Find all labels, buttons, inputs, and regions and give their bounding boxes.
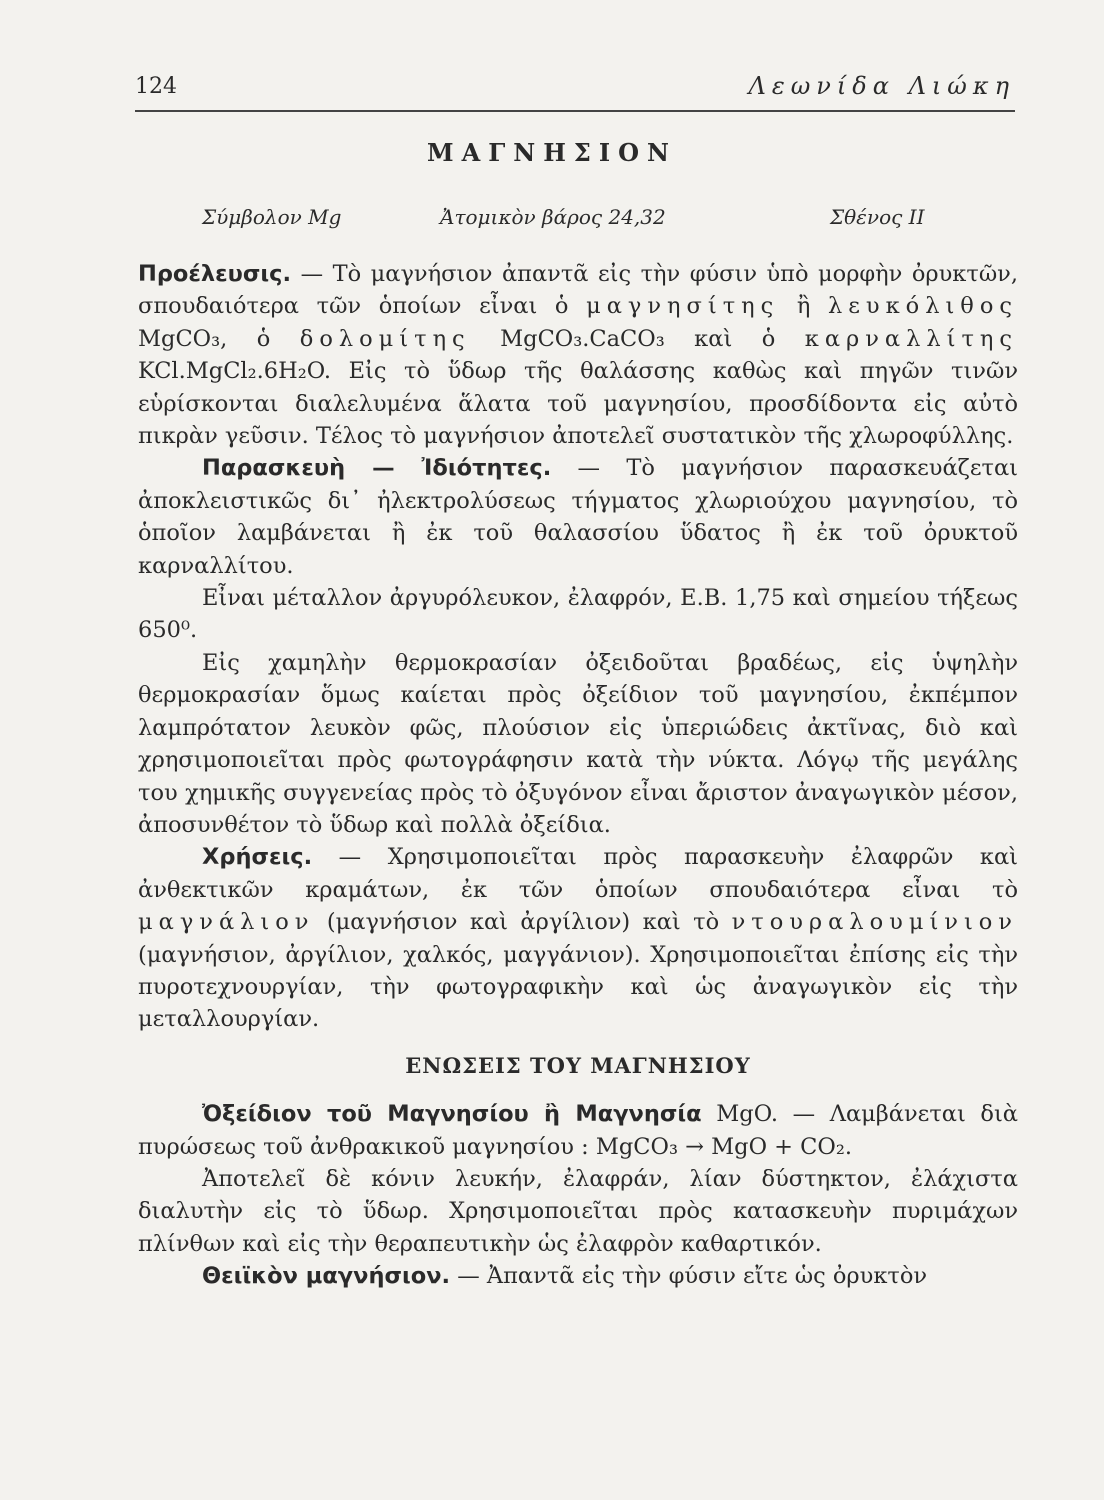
heading-uses: Χρήσεις. [202, 844, 313, 871]
text-run: KCl.MgCl₂.6H₂O. Εἰς τὸ ὕδωρ τῆς θαλάσσης καθὼς καὶ πηγῶν τινῶν εὑρίσκονται διαλελυμένα ἅλατα τοῦ μαγνησίου, προσδίδοντα εἰς αὐτὸ πικρὰν γεῦσιν. Τέλος τὸ μαγνήσιον ἀποτελεῖ συστατικὸν τῆς χλωροφύλλης. [138, 358, 1018, 450]
section-heading: ΕΝΩΣΕΙΣ ΤΟΥ ΜΑΓΝΗΣΙΟΥ [405, 1052, 751, 1078]
text-run: (μαγνήσιον, ἀργίλιον, χαλκός, μαγγάνιον). Χρησιμοποιεῖται ἐπίσης εἰς τὴν πυροτεχνουργίαν, τὴν φωτογραφικὴν καὶ ὡς ἀναγωγικὸν εἰς τὴν μεταλλουργίαν. [138, 941, 1018, 1033]
spaced-term: μαγνησίτης [586, 293, 780, 320]
paragraph-magnesia-properties: Ἀποτελεῖ δὲ κόνιν λευκήν, ἐλαφράν, λίαν δύστηκτον, ἐλάχιστα διαλυτὴν εἰς τὸ ὕδωρ. Χρησιμοποιεῖται πρὸς κατασκευὴν πυριμάχων πλίνθων καὶ εἰς τὴν θεραπευτικὴν ὡς ἐλαφρὸν καθαρτικόν. [138, 1165, 1018, 1257]
heading-sulfate: Θειϊκὸν μαγνήσιον. [202, 1263, 451, 1290]
element-symbol: Σύμβολον Mg [202, 205, 342, 229]
text-run: MgCO₃.CaCO₃ καὶ ὁ [470, 325, 805, 352]
paragraph-preparation [138, 452, 1018, 582]
spaced-term: μαγνάλιον [138, 909, 315, 936]
paragraph-magnesia [138, 1098, 1018, 1163]
spaced-term: ντουραλουμίνιον [731, 909, 1018, 936]
paragraph-sulfate [138, 1260, 1018, 1292]
paragraph-oxidation: Εἰς χαμηλὴν θερμοκρασίαν ὀξειδοῦται βραδέως, εἰς ὑψηλὴν θερμοκρασίαν ὅμως καίεται πρὸς ὀξείδιον τοῦ μαγνησίου, ἐκπέμπον λαμπρότατον λευκὸν φῶς, πλούσιον εἰς ὑπεριώδεις ἀκτῖνας, διὸ καὶ χρησιμοποιεῖται πρὸς φωτογράφησιν κατὰ τὴν νύκτα. Λόγῳ τῆς μεγάλης του χημικῆς συγγενείας πρὸς τὸ ὀξυγόνον εἶναι ἄριστον ἀναγωγικὸν μέσον, ἀποσυνθέτον τὸ ὕδωρ καὶ πολλὰ ὀξείδια. [138, 649, 1018, 838]
text-run: — Χρησιμοποιεῖται πρὸς παρασκευὴν ἐλαφρῶν καὶ ἀνθεκτικῶν κραμάτων, ἐκ τῶν ὁποίων σπουδαιότερα εἶναι τὸ [138, 844, 1018, 903]
text-run: — Ἀπαντᾶ εἰς τὴν φύσιν εἴτε ὡς ὀρυκτὸν [450, 1263, 928, 1290]
text-run: — Τὸ μαγνήσιον ἀπαντᾶ εἰς τὴν φύσιν ὑπὸ μορφὴν ὀρυκτῶν, σπουδαιότερα τῶν ὁποίων εἶναι ὁ [138, 261, 1018, 320]
heading-magnesia: Ὀξείδιον τοῦ Μαγνησίου ἢ Μαγνησία [202, 1101, 702, 1128]
spaced-term: δολομίτης [299, 325, 471, 352]
text-run: — Τὸ μαγνήσιον παρασκευάζεται ἀποκλειστικῶς δι᾽ ἠλεκτρολύσεως τήγματος χλωριούχου μαγνησίου, τὸ ὁποῖον λαμβάνεται ἢ ἐκ τοῦ θαλασσίου ὕδατος ἢ ἐκ τοῦ ὀρυκτοῦ καρναλλίτου. [138, 455, 1018, 579]
header-rule [135, 110, 1015, 112]
page-number: 124 [135, 74, 177, 99]
spaced-term: καρναλλίτης [804, 325, 1018, 352]
text-run: ἢ [779, 293, 829, 320]
running-header [135, 68, 1015, 108]
valence: Σθένος II [830, 205, 925, 229]
heading-preparation: Παρασκευὴ — Ἰδιότητες. [202, 455, 552, 482]
paragraph-metal-properties: Εἶναι μέταλλον ἀργυρόλευκον, ἐλαφρόν, Ε.Β. 1,75 καὶ σημείου τήξεως 650⁰. [138, 585, 1018, 644]
paragraph-origin [138, 258, 1018, 452]
body-text [138, 258, 1018, 1293]
author-name: Λεωνίδα Λιώκη [748, 72, 1015, 100]
spaced-term: λευκόλιθος [828, 293, 1018, 320]
text-run: MgCO₃, ὁ [138, 325, 300, 352]
atomic-weight: Ἀτομικὸν βάρος 24,32 [440, 205, 666, 229]
heading-origin: Προέλευσις. [138, 261, 292, 287]
text-run: MgO. — Λαμβάνεται διὰ πυρώσεως τοῦ ἀνθρακικοῦ μαγνησίου : MgCO₃ → MgO + CO₂. [138, 1101, 1018, 1160]
paragraph-uses [138, 841, 1018, 1035]
chapter-title: ΜΑΓΝΗΣΙΟΝ [427, 138, 677, 167]
text-run: (μαγνήσιον καὶ ἀργίλιον) καὶ τὸ [314, 909, 732, 936]
